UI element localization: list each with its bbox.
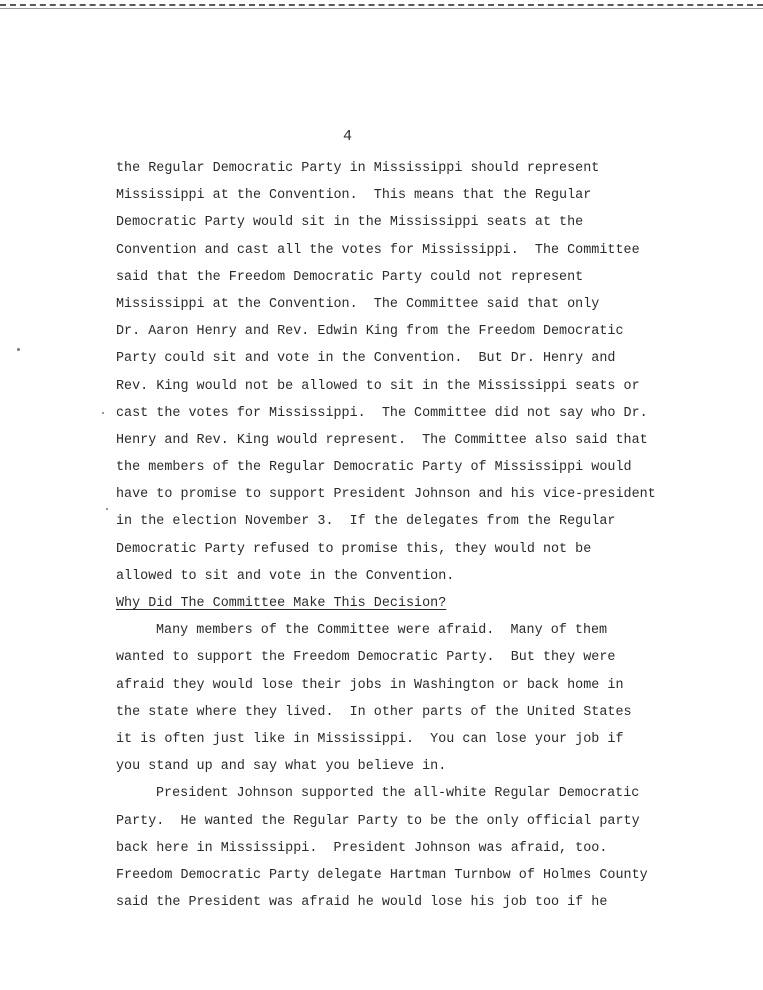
page-number: 4 bbox=[343, 128, 353, 145]
text-line: the members of the Regular Democratic Party of Mississippi would bbox=[116, 460, 632, 476]
text-line: back here in Mississippi. President Johnson was afraid, too. bbox=[116, 840, 608, 856]
top-border-rule bbox=[0, 4, 763, 6]
text-line: Mississippi at the Convention. The Committee said that only bbox=[116, 296, 600, 312]
document-body bbox=[116, 155, 676, 916]
text-line: it is often just like in Mississippi. You can lose your job if bbox=[116, 731, 624, 747]
text-line: Convention and cast all the votes for Mississippi. The Committee bbox=[116, 242, 640, 258]
text-line: wanted to support the Freedom Democratic Party. But they were bbox=[116, 650, 616, 666]
section-heading: Why Did The Committee Make This Decision? bbox=[116, 596, 447, 611]
text-line: in the election November 3. If the delegates from the Regular bbox=[116, 514, 616, 530]
top-border-line bbox=[0, 8, 763, 9]
text-line: you stand up and say what you believe in. bbox=[116, 759, 447, 775]
text-line: Freedom Democratic Party delegate Hartman Turnbow of Holmes County bbox=[116, 867, 648, 883]
text-line: Many members of the Committee were afraid. Many of them bbox=[156, 623, 608, 639]
text-line: President Johnson supported the all-white Regular Democratic bbox=[156, 786, 640, 802]
text-line: Dr. Aaron Henry and Rev. Edwin King from the Freedom Democratic bbox=[116, 324, 624, 340]
scan-speck bbox=[17, 348, 20, 351]
text-line: Rev. King would not be allowed to sit in the Mississippi seats or bbox=[116, 378, 640, 394]
text-line: Mississippi at the Convention. This means that the Regular bbox=[116, 188, 592, 204]
text-line: said the President was afraid he would lose his job too if he bbox=[116, 895, 608, 911]
text-line: afraid they would lose their jobs in Washington or back home in bbox=[116, 677, 624, 693]
text-line: Henry and Rev. King would represent. The Committee also said that bbox=[116, 432, 648, 448]
text-line: said that the Freedom Democratic Party could not represent bbox=[116, 269, 584, 285]
text-line: have to promise to support President Johnson and his vice-president bbox=[116, 487, 656, 503]
text-line: Party could sit and vote in the Convention. But Dr. Henry and bbox=[116, 351, 616, 367]
text-line: allowed to sit and vote in the Convention. bbox=[116, 568, 455, 584]
scan-speck bbox=[106, 508, 108, 510]
scan-speck bbox=[102, 412, 104, 414]
text-line: Party. He wanted the Regular Party to be the only official party bbox=[116, 813, 640, 829]
text-line: Democratic Party refused to promise this, they would not be bbox=[116, 541, 592, 557]
text-line: the state where they lived. In other parts of the United States bbox=[116, 704, 632, 720]
text-line: Democratic Party would sit in the Mississippi seats at the bbox=[116, 215, 584, 231]
text-line: cast the votes for Mississippi. The Committee did not say who Dr. bbox=[116, 405, 648, 421]
text-line: the Regular Democratic Party in Mississippi should represent bbox=[116, 161, 600, 176]
